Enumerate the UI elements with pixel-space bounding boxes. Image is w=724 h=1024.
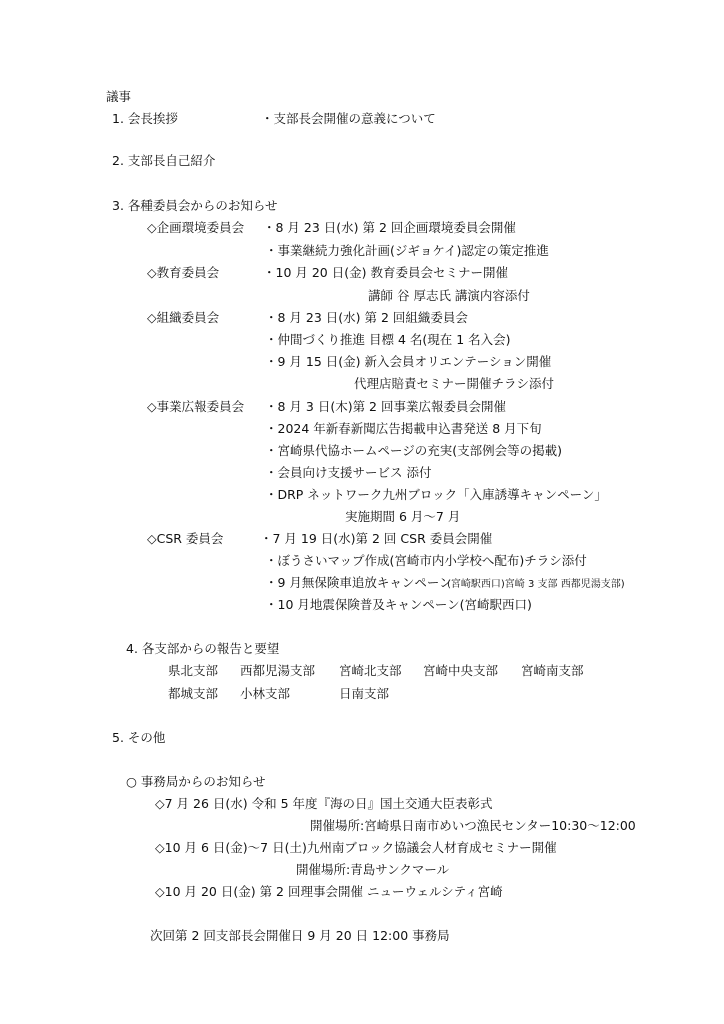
branch-name: 宮崎中央支部 xyxy=(423,663,499,678)
branch-name: 県北支部 xyxy=(168,663,219,678)
secretariat-line: 開催場所:青島サンクマール xyxy=(296,862,450,877)
secretariat-line: ◇10 月 20 日(金) 第 2 回理事会開催 ニューウェルシティ宮崎 xyxy=(155,884,503,899)
committee-line: ・宮崎県代協ホームページの充実(支部例会等の掲載) xyxy=(265,443,563,458)
committee-small-note: (宮崎駅西口)宮崎 3 支部 西都児湯支部) xyxy=(447,579,625,590)
committee-line: ・ぼうさいマップ作成(宮崎市内小学校へ配布)チラシ添付 xyxy=(265,553,587,568)
agenda-item-3-label: 3. 各種委員会からのお知らせ xyxy=(112,198,278,213)
committee-line: ・仲間づくり推進 目標 4 名(現在 1 名入会) xyxy=(265,332,511,347)
heading: 議事 xyxy=(106,89,132,104)
agenda-item-1-label: 1. 会長挨拶 xyxy=(112,111,178,126)
committee-line: ・DRP ネットワーク九州ブロック「入庫誘導キャンペーン」 xyxy=(265,487,607,502)
committee-line: ・10 月地震保険普及キャンペーン(宮崎駅西口) xyxy=(265,597,532,612)
agenda-item-4-label: 4. 各支部からの報告と要望 xyxy=(126,641,280,656)
branch-name: 都城支部 xyxy=(168,686,219,701)
committee-line: ・8 月 23 日(水) 第 2 回企画環境委員会開催 xyxy=(263,220,516,235)
committee-line: 代理店賠責セミナー開催チラシ添付 xyxy=(354,376,555,391)
committee-name: ◇CSR 委員会 xyxy=(147,531,224,546)
branch-name: 宮崎北支部 xyxy=(339,663,402,678)
committee-name: ◇組織委員会 xyxy=(147,310,220,325)
branch-name: 西都児湯支部 xyxy=(240,663,316,678)
committee-line: ・会員向け支援サービス 添付 xyxy=(265,465,432,480)
secretariat-line: ◇7 月 26 日(水) 令和 5 年度『海の日』国土交通大臣表彰式 xyxy=(155,796,493,811)
committee-line: ・事業継続力強化計画(ジギョケイ)認定の策定推進 xyxy=(265,243,549,258)
branch-name: 小林支部 xyxy=(240,686,291,701)
committee-name: ◇企画環境委員会 xyxy=(147,220,245,235)
next-meeting-note: 次回第 2 回支部長会開催日 9 月 20 日 12:00 事務局 xyxy=(150,928,450,943)
branch-name: 日南支部 xyxy=(339,686,390,701)
committee-line: ・10 月 20 日(金) 教育委員会セミナー開催 xyxy=(263,265,508,280)
committee-line: ・9 月 15 日(金) 新入会員オリエンテーション開催 xyxy=(265,354,552,369)
branch-name: 宮崎南支部 xyxy=(521,663,584,678)
committee-line: 実施期間 6 月～7 月 xyxy=(345,509,461,524)
secretariat-line: 開催場所:宮崎県日南市めいつ漁民センター10:30～12:00 xyxy=(310,818,636,833)
agenda-item-2-label: 2. 支部長自己紹介 xyxy=(112,153,216,168)
secretariat-heading: ○ 事務局からのお知らせ xyxy=(126,774,266,789)
committee-name: ◇教育委員会 xyxy=(147,265,220,280)
committee-line: ・8 月 23 日(水) 第 2 回組織委員会 xyxy=(265,310,468,325)
committee-line: ・7 月 19 日(水)第 2 回 CSR 委員会開催 xyxy=(260,531,493,546)
committee-line: ・9 月無保険車追放キャンペーン xyxy=(265,575,452,590)
committee-line: 講師 谷 厚志氏 講演内容添付 xyxy=(368,288,530,303)
committee-line: ・2024 年新春新聞広告掲載申込書発送 8 月下旬 xyxy=(265,421,542,436)
secretariat-line: ◇10 月 6 日(金)～7 日(土)九州南ブロック協議会人材育成セミナー開催 xyxy=(155,840,557,855)
agenda-item-5-label: 5. その他 xyxy=(112,730,166,745)
committee-name: ◇事業広報委員会 xyxy=(147,399,245,414)
committee-line: ・8 月 3 日(木)第 2 回事業広報委員会開催 xyxy=(265,399,506,414)
agenda-item-1-detail: ・支部長会開催の意義について xyxy=(261,111,436,126)
